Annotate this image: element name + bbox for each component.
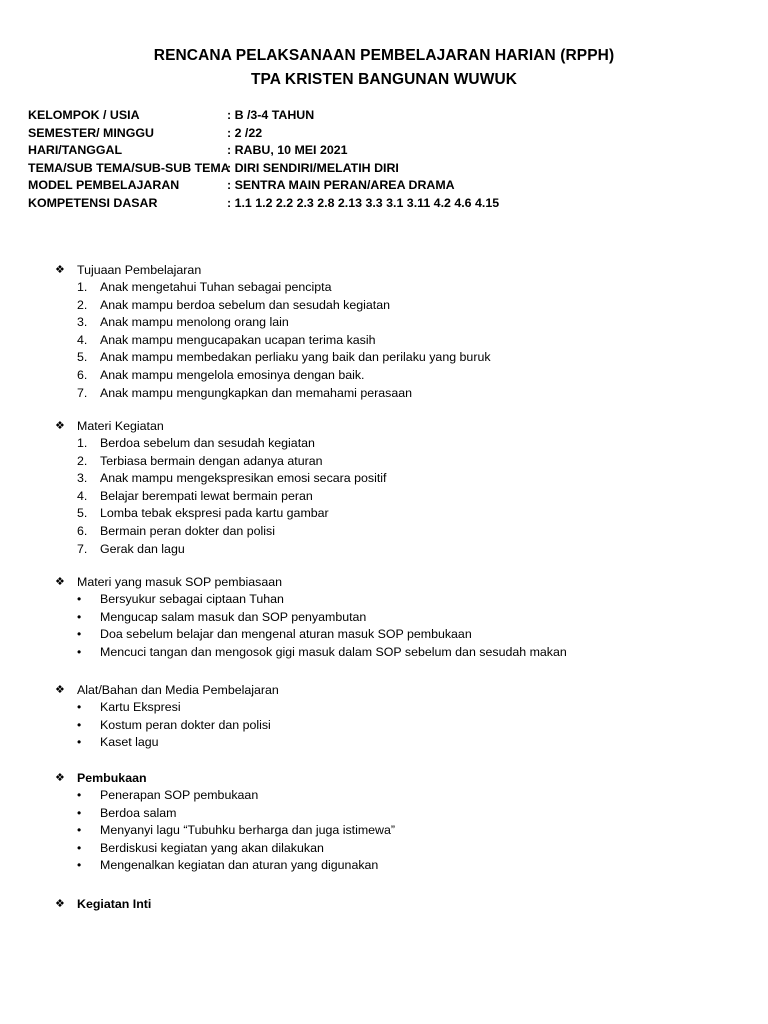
info-row-model [28, 177, 499, 195]
list-item: • Doa sebelum belajar dan mengenal aturan masuk SOP pembukaan [77, 627, 472, 642]
section-heading [55, 262, 491, 279]
section-title: Tujuaan Pembelajaran [77, 263, 202, 277]
info-block [28, 107, 499, 212]
diamond-bullet-icon: ❖ [55, 772, 65, 784]
section-heading [55, 896, 151, 913]
info-label: HARI/TANGGAL [28, 143, 123, 157]
document-title: RENCANA PELAKSANAAN PEMBELAJARAN HARIAN (RPPH) [153, 47, 615, 64]
info-row-kelompok [28, 107, 499, 125]
list-item: • Menyanyi lagu “Tubuhku berharga dan juga istimewa” [77, 823, 396, 838]
list-item: • Kaset lagu [77, 735, 159, 750]
section-title: Kegiatan Inti [77, 897, 152, 911]
diamond-bullet-icon: ❖ [55, 576, 65, 588]
list-item: 1. Berdoa sebelum dan sesudah kegiatan [77, 436, 315, 450]
list-item: 5. Anak mampu membedakan perliaku yang baik dan perilaku yang buruk [77, 350, 491, 365]
list-item: 2. Terbiasa bermain dengan adanya aturan [77, 453, 323, 468]
diamond-bullet-icon: ❖ [55, 684, 65, 696]
list-item: 4. Anak mampu mengucapakan ucapan terima kasih [77, 332, 376, 347]
diamond-bullet-icon: ❖ [55, 420, 65, 432]
list-item: • Kostum peran dokter dan polisi [77, 717, 271, 732]
info-value: : DIRI SENDIRI/MELATIH DIRI [227, 160, 399, 175]
list-item: • Mencuci tangan dan mengosok gigi masuk dalam SOP sebelum dan sesudah makan [77, 644, 567, 659]
section-title: Materi Kegiatan [77, 419, 164, 433]
info-value: : 1.1 1.2 2.2 2.3 2.8 2.13 3.3 3.1 3.11 4.2 4.6 4.15 [227, 195, 500, 210]
info-label: MODEL PEMBELAJARAN [28, 178, 180, 192]
section-title: Pembukaan [77, 771, 147, 785]
list-item: • Mengucap salam masuk dan SOP penyambutan [77, 609, 367, 624]
numbered-list [77, 435, 387, 558]
section-title: Materi yang masuk SOP pembiasaan [77, 575, 283, 589]
numbered-list [77, 279, 491, 402]
bullet-list [77, 787, 395, 875]
diamond-bullet-icon: ❖ [55, 264, 65, 276]
info-row-semester [28, 125, 499, 143]
list-item: • Penerapan SOP pembukaan [77, 788, 259, 802]
info-row-hari [28, 142, 499, 160]
school-name: TPA KRISTEN BANGUNAN WUWUK [250, 71, 518, 88]
section-tujuan [55, 262, 491, 402]
list-item: 7. Anak mampu mengungkapkan dan memahami perasaan [77, 385, 413, 400]
list-item: 2. Anak mampu berdoa sebelum dan sesudah kegiatan [77, 297, 390, 312]
info-row-tema [28, 160, 499, 178]
info-label: TEMA/SUB TEMA/SUB-SUB TEMA [28, 160, 230, 175]
info-row-kompetensi [28, 195, 499, 213]
info-label: KELOMPOK / USIA [28, 108, 140, 122]
info-value: : 2 /22 [227, 125, 263, 140]
list-item: 6. Anak mampu mengelola emosinya dengan baik. [77, 367, 365, 382]
diamond-bullet-icon: ❖ [55, 898, 65, 910]
list-item: 1. Anak mengetahui Tuhan sebagai pencipta [77, 280, 332, 294]
list-item: • Berdiskusi kegiatan yang akan dilakukan [77, 840, 324, 855]
list-item: 7. Gerak dan lagu [77, 541, 185, 556]
info-value: : B /3-4 TAHUN [227, 108, 315, 122]
section-materi [55, 418, 387, 558]
list-item: • Berdoa salam [77, 805, 177, 820]
bullet-list [77, 699, 279, 752]
section-sop [55, 574, 567, 661]
info-value: : RABU, 10 MEI 2021 [227, 143, 348, 157]
info-value: : SENTRA MAIN PERAN/AREA DRAMA [227, 178, 455, 192]
list-item: 6. Bermain peran dokter dan polisi [77, 523, 275, 538]
info-label: KOMPETENSI DASAR [28, 195, 158, 210]
list-item: • Bersyukur sebagai ciptaan Tuhan [77, 592, 284, 606]
list-item: • Kartu Ekspresi [77, 700, 181, 714]
section-alat [55, 682, 279, 752]
list-item: 4. Belajar berempati lewat bermain peran [77, 488, 313, 503]
section-heading [55, 682, 279, 699]
list-item: 5. Lomba tebak ekspresi pada kartu gambar [77, 506, 329, 521]
list-item: • Mengenalkan kegiatan dan aturan yang digunakan [77, 858, 379, 873]
bullet-list [77, 591, 567, 661]
section-heading [55, 770, 395, 787]
list-item: 3. Anak mampu mengekspresikan emosi secara positif [77, 471, 387, 486]
section-inti [55, 896, 151, 913]
section-title: Alat/Bahan dan Media Pembelajaran [77, 683, 279, 697]
list-item: 3. Anak mampu menolong orang lain [77, 315, 289, 330]
info-label: SEMESTER/ MINGGU [28, 125, 154, 140]
section-heading [55, 418, 387, 435]
section-heading [55, 574, 567, 591]
section-pembukaan [55, 770, 395, 875]
